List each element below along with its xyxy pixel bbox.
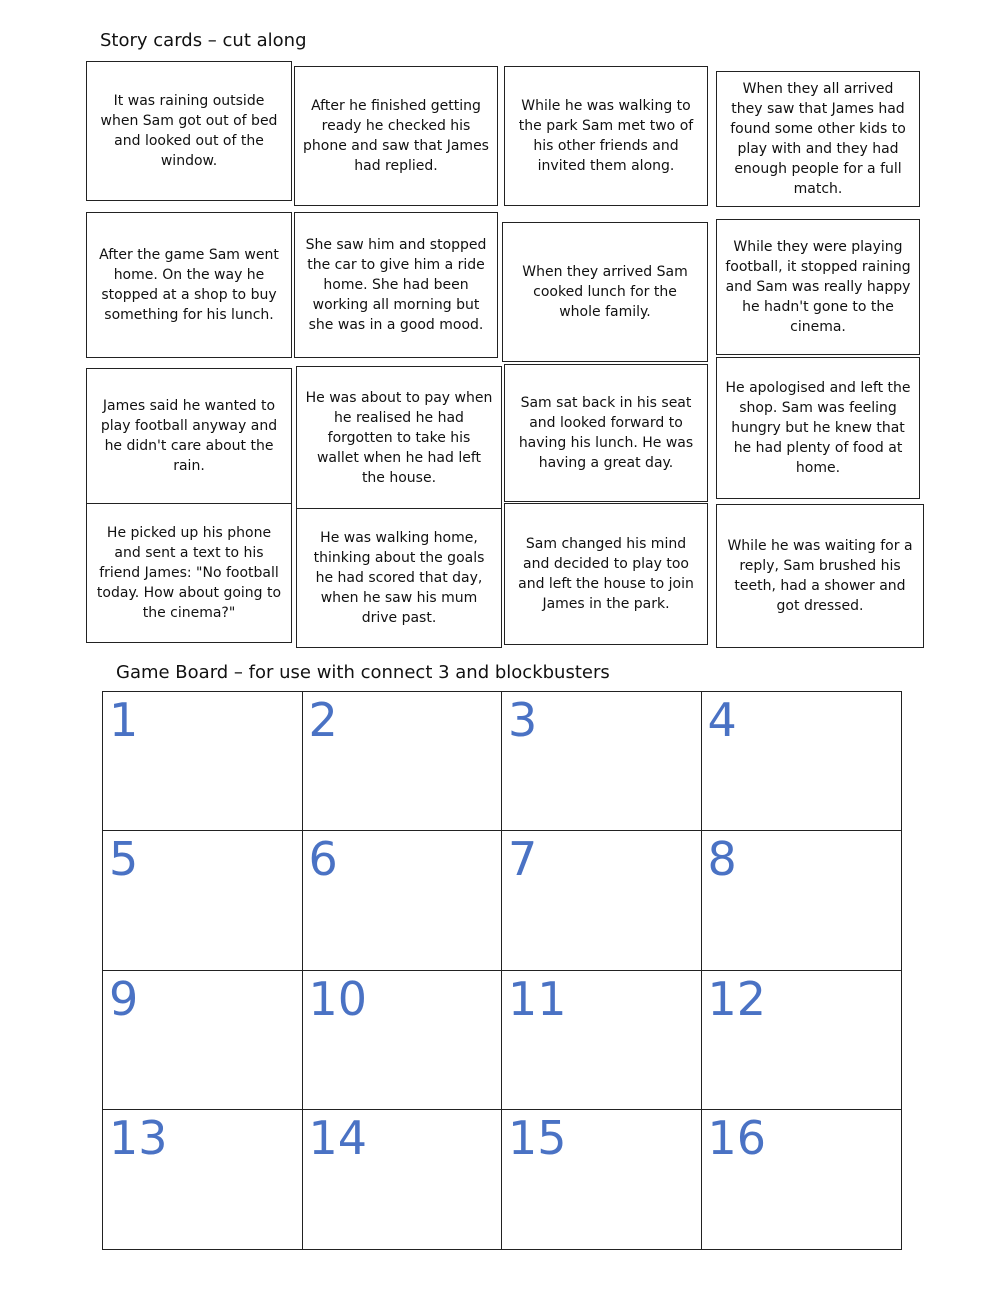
story-card-text: While he was waiting for a reply, Sam brushed his teeth, had a shower and got dressed. xyxy=(727,538,913,614)
story-card-text: Sam sat back in his seat and looked forward to having his lunch. He was having a great day. xyxy=(518,395,694,471)
board-cell-number: 16 xyxy=(707,1110,767,1165)
story-card xyxy=(294,66,498,206)
story-card-text: James said he wanted to play football anyway and he didn't care about the rain. xyxy=(100,398,278,474)
story-card xyxy=(504,364,708,502)
story-card-text: After the game Sam went home. On the way he stopped at a shop to buy something for his lunch. xyxy=(99,247,279,323)
story-card-text: He picked up his phone and sent a text to his friend James: "No football today. How about going to the cinema?" xyxy=(96,525,282,621)
board-cell-number: 2 xyxy=(308,693,338,747)
board-cell-number: 11 xyxy=(508,971,567,1026)
board-cell-number: 13 xyxy=(109,1110,168,1165)
board-cell-number: 1 xyxy=(109,693,139,747)
board-cell-number: 14 xyxy=(308,1110,368,1165)
story-card xyxy=(86,503,292,643)
board-cell[interactable] xyxy=(303,1110,503,1249)
board-cell[interactable] xyxy=(502,831,702,970)
game-board xyxy=(102,691,902,1250)
story-card xyxy=(502,222,708,362)
story-card xyxy=(716,71,920,207)
story-card-text: He apologised and left the shop. Sam was feeling hungry but he knew that he had plenty of food at home. xyxy=(725,380,911,476)
board-cell[interactable] xyxy=(702,1110,902,1249)
game-board-title: Game Board – for use with connect 3 and blockbusters xyxy=(116,662,610,683)
board-cell[interactable] xyxy=(103,971,303,1110)
board-cell[interactable] xyxy=(502,692,702,831)
story-card-text: Sam changed his mind and decided to play too and left the house to join James in the park. xyxy=(518,536,694,612)
story-card xyxy=(86,212,292,358)
board-cell-number: 10 xyxy=(308,971,368,1026)
board-cell[interactable] xyxy=(303,831,503,970)
board-cell[interactable] xyxy=(103,692,303,831)
board-cell[interactable] xyxy=(502,1110,702,1249)
story-card-text: She saw him and stopped the car to give him a ride home. She had been working all morning but she was in a good mood. xyxy=(305,237,487,333)
board-cell[interactable] xyxy=(702,971,902,1110)
story-card xyxy=(504,66,708,206)
board-cell-number: 7 xyxy=(508,832,538,887)
story-card xyxy=(716,219,920,355)
board-cell[interactable] xyxy=(702,692,902,831)
story-card-text: While they were playing football, it stopped raining and Sam was really happy he hadn't gone to the cinema. xyxy=(725,239,911,335)
story-card-text: While he was walking to the park Sam met two of his other friends and invited them along. xyxy=(518,98,694,174)
board-cell[interactable] xyxy=(103,831,303,970)
story-cards-title: Story cards – cut along xyxy=(100,30,307,51)
story-card xyxy=(504,503,708,645)
board-cell-number: 5 xyxy=(109,832,139,887)
story-card xyxy=(86,368,292,504)
story-card-text: When they arrived Sam cooked lunch for the whole family. xyxy=(522,264,688,320)
board-cell[interactable] xyxy=(303,971,503,1110)
board-cell-number: 12 xyxy=(707,971,767,1026)
story-card-text: After he finished getting ready he checked his phone and saw that James had replied. xyxy=(303,98,489,174)
story-card-text: It was raining outside when Sam got out of bed and looked out of the window. xyxy=(100,93,278,169)
board-cell-number: 6 xyxy=(308,832,338,887)
story-card xyxy=(716,357,920,499)
story-card-text: He was about to pay when he realised he had forgotten to take his wallet when he had left the house. xyxy=(305,390,493,486)
story-card-text: He was walking home, thinking about the goals he had scored that day, when he saw his mum drive past. xyxy=(313,530,485,626)
board-cell[interactable] xyxy=(103,1110,303,1249)
board-cell-number: 4 xyxy=(707,693,737,747)
board-cell-number: 15 xyxy=(508,1110,567,1165)
story-card-text: When they all arrived they saw that James had found some other kids to play with and they had enough people for a full match. xyxy=(730,81,906,197)
board-cell-number: 3 xyxy=(508,693,538,747)
board-cell[interactable] xyxy=(702,831,902,970)
story-card xyxy=(296,366,502,510)
story-card xyxy=(294,212,498,358)
board-cell-number: 9 xyxy=(109,971,139,1026)
board-cell-number: 8 xyxy=(707,832,737,887)
story-card xyxy=(296,508,502,648)
story-card xyxy=(86,61,292,201)
story-card xyxy=(716,504,924,648)
board-cell[interactable] xyxy=(303,692,503,831)
board-cell[interactable] xyxy=(502,971,702,1110)
